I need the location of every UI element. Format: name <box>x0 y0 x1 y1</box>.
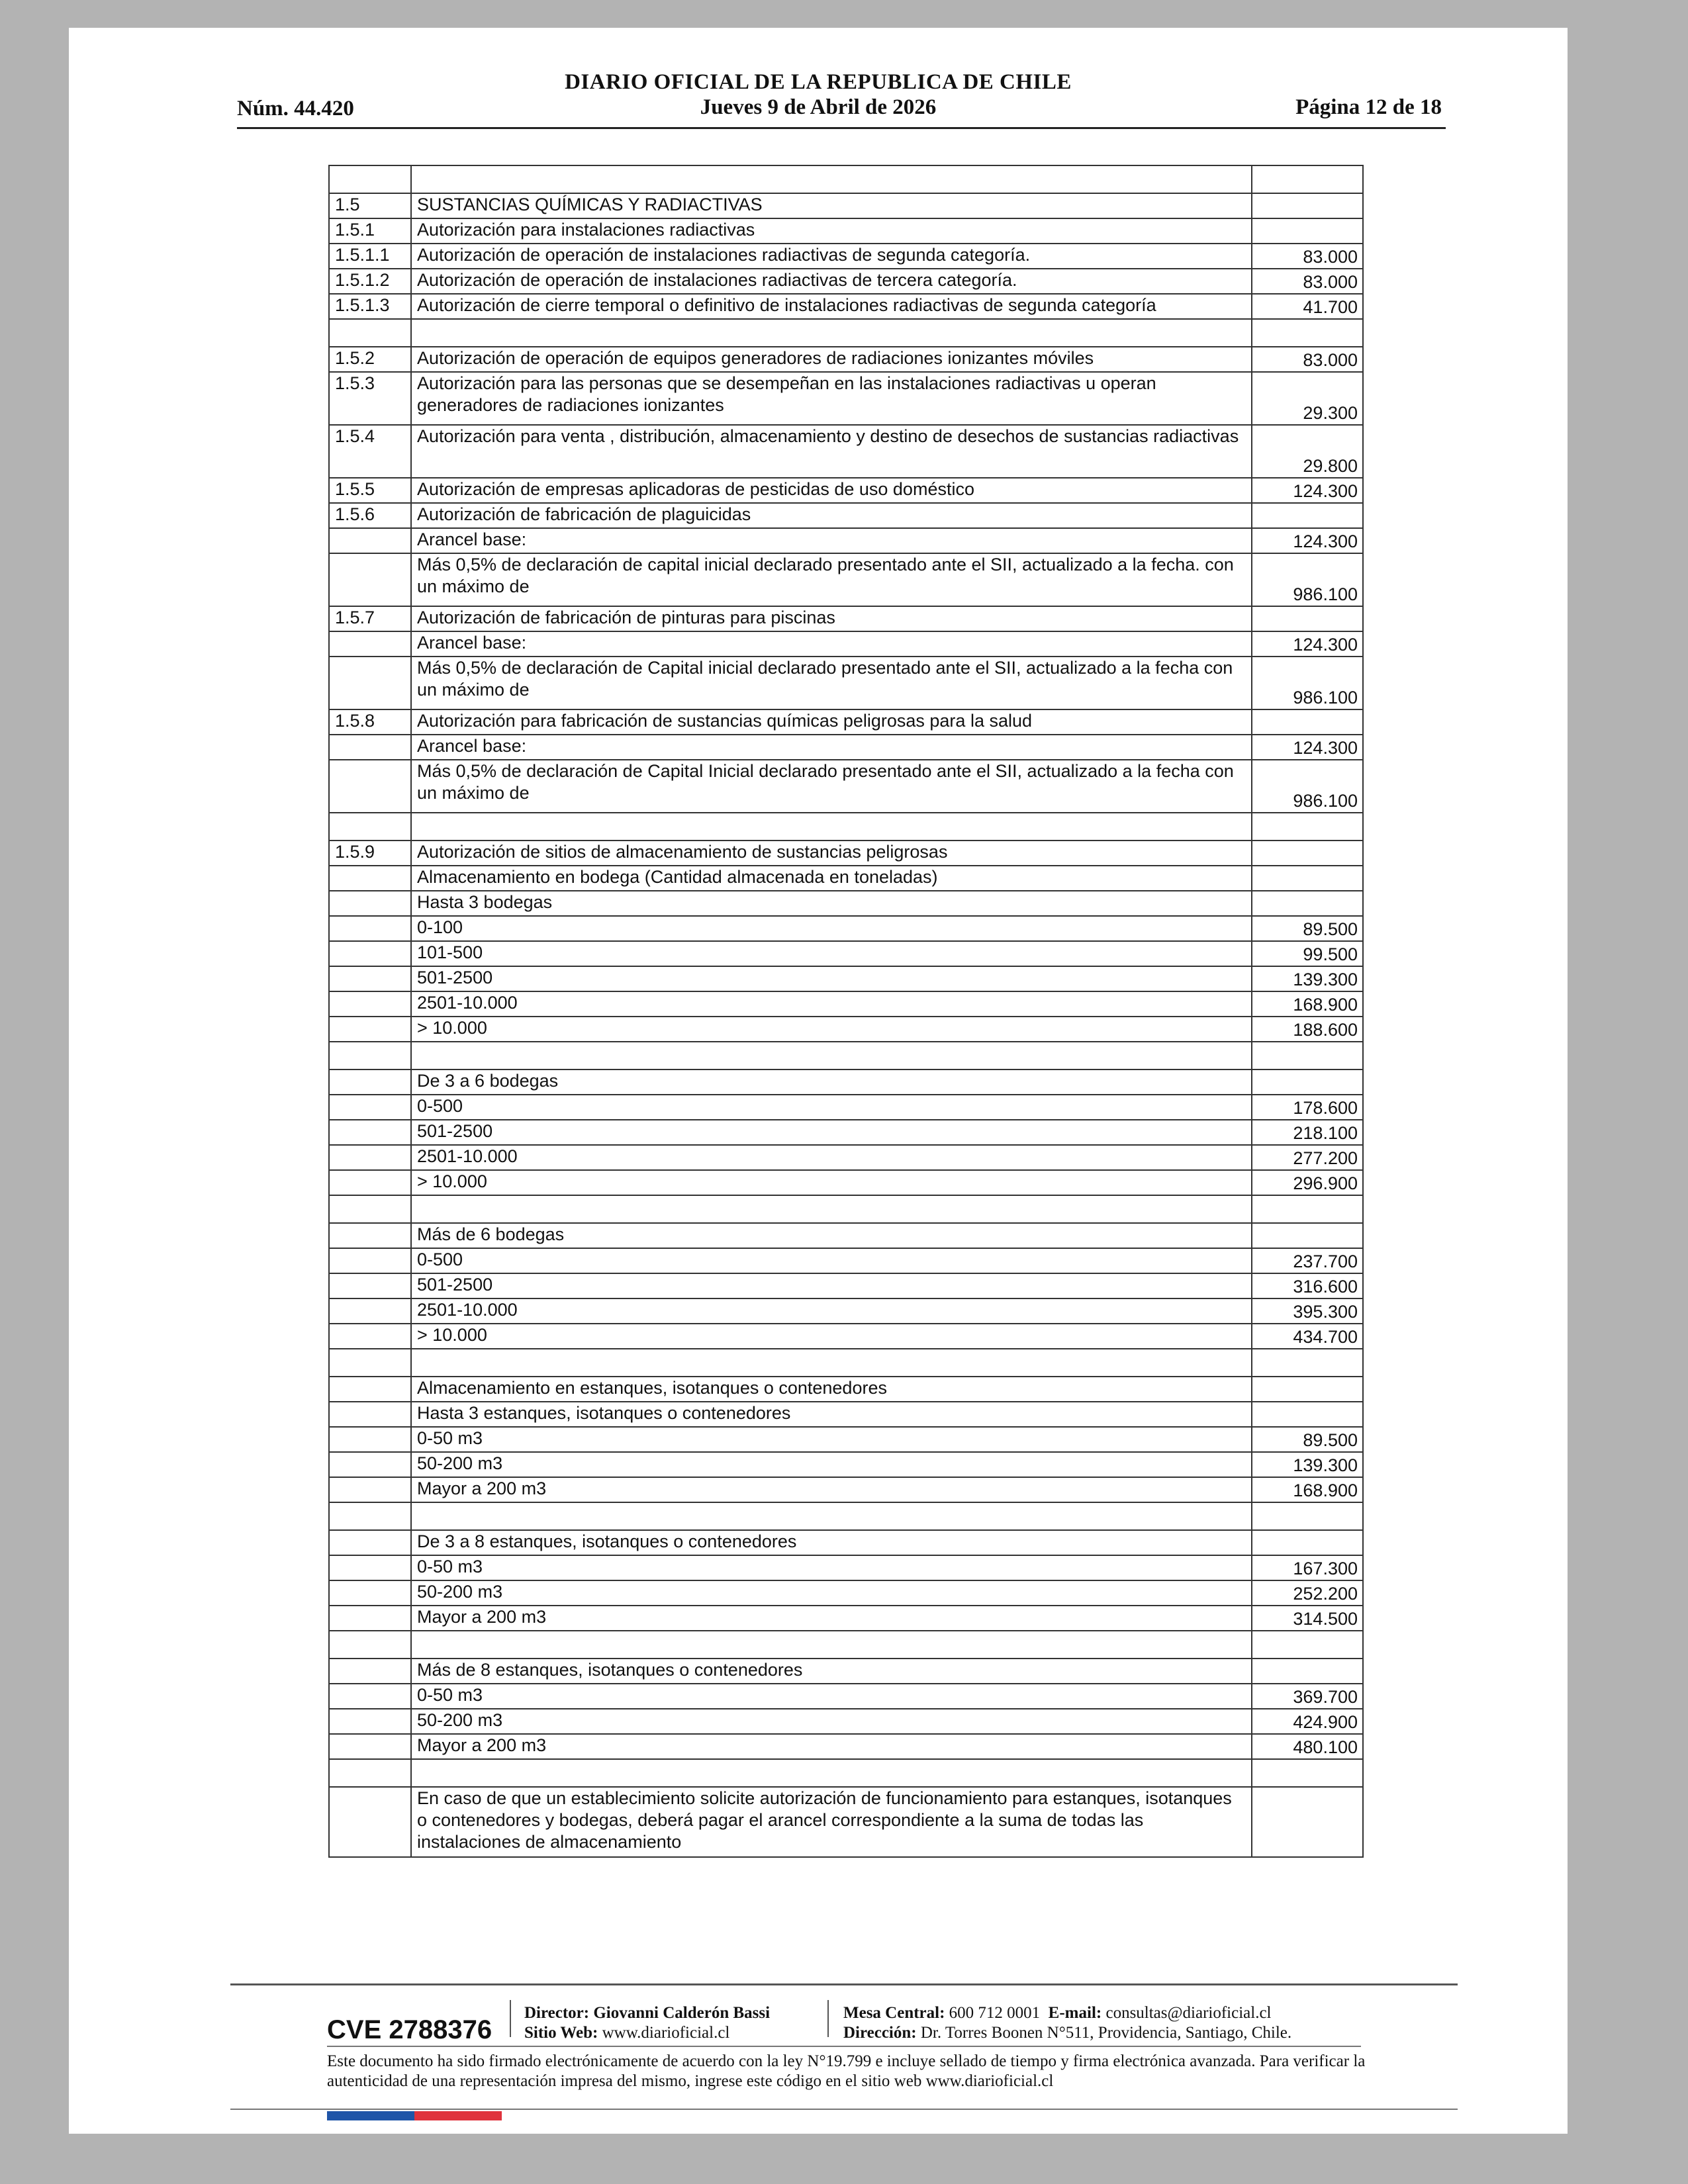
table-row <box>329 1402 1363 1427</box>
table-row <box>329 269 1363 294</box>
mesa-label: Mesa Central: <box>843 2004 945 2022</box>
row-amount: 218.100 <box>1252 1120 1363 1145</box>
row-code <box>329 1377 411 1402</box>
table-row <box>329 1069 1363 1095</box>
row-code <box>329 1709 411 1734</box>
table-row <box>329 1017 1363 1042</box>
row-code <box>329 916 411 941</box>
row-amount <box>1252 1349 1363 1377</box>
row-amount: 424.900 <box>1252 1709 1363 1734</box>
row-amount <box>1252 1759 1363 1787</box>
row-code <box>329 1427 411 1452</box>
row-description <box>411 1042 1252 1069</box>
row-amount: 296.900 <box>1252 1170 1363 1195</box>
email-link[interactable]: consultas@diarioficial.cl <box>1105 2004 1272 2022</box>
row-code: 1.5.2 <box>329 347 411 372</box>
table-row <box>329 1145 1363 1170</box>
table-row <box>329 1042 1363 1069</box>
row-code <box>329 1659 411 1684</box>
row-description: 0-500 <box>411 1248 1252 1273</box>
table-row <box>329 606 1363 631</box>
row-amount <box>1252 813 1363 841</box>
table-row <box>329 478 1363 503</box>
director-name: Giovanni Calderón Bassi <box>593 2004 771 2022</box>
row-description: Autorización para venta , distribución, almacenamiento y destino de desechos de sustancias radiactivas <box>411 425 1252 478</box>
row-amount: 41.700 <box>1252 294 1363 319</box>
row-code <box>329 1145 411 1170</box>
row-code <box>329 553 411 606</box>
row-amount: 139.300 <box>1252 1452 1363 1477</box>
row-description: 0-500 <box>411 1095 1252 1120</box>
signature-note: Este documento ha sido firmado electrónicamente de acuerdo con la ley N°19.799 e incluye sellado de tiempo y firma electrónica avanzada. Para verificar la autenticidad de una representación impresa del mismo, ingrese este código en el sitio web www.diarioficial.cl <box>327 2052 1366 2090</box>
row-amount <box>1252 1502 1363 1530</box>
row-description: Autorización de operación de equipos generadores de radiaciones ionizantes móviles <box>411 347 1252 372</box>
table-row <box>329 244 1363 269</box>
row-code <box>329 528 411 553</box>
row-description: 50-200 m3 <box>411 1580 1252 1606</box>
footer-divider-top <box>230 1983 1458 1985</box>
row-description: Más de 6 bodegas <box>411 1223 1252 1248</box>
table-row <box>329 631 1363 657</box>
flag-stripe-red <box>414 2111 502 2120</box>
table-row <box>329 966 1363 991</box>
row-amount: 83.000 <box>1252 269 1363 294</box>
row-description: 101-500 <box>411 941 1252 966</box>
tariff-table <box>328 165 1364 1858</box>
row-description <box>411 319 1252 347</box>
table-row <box>329 1659 1363 1684</box>
row-amount <box>1252 1659 1363 1684</box>
row-amount <box>1252 165 1363 193</box>
table-row <box>329 165 1363 193</box>
table-row <box>329 425 1363 478</box>
row-amount <box>1252 193 1363 218</box>
row-code: 1.5.5 <box>329 478 411 503</box>
row-description: > 10.000 <box>411 1324 1252 1349</box>
row-code <box>329 941 411 966</box>
row-description: 501-2500 <box>411 966 1252 991</box>
row-code: 1.5.1 <box>329 218 411 244</box>
table-row <box>329 1530 1363 1555</box>
row-description <box>411 813 1252 841</box>
table-row <box>329 1452 1363 1477</box>
director-block <box>524 2003 770 2043</box>
table-row <box>329 1195 1363 1223</box>
row-amount <box>1252 503 1363 528</box>
row-amount <box>1252 1402 1363 1427</box>
row-code: 1.5.1.2 <box>329 269 411 294</box>
table-row <box>329 1298 1363 1324</box>
director-label: Director: <box>524 2004 590 2022</box>
row-description <box>411 1195 1252 1223</box>
table-row <box>329 941 1363 966</box>
row-amount: 124.300 <box>1252 528 1363 553</box>
table-row <box>329 735 1363 760</box>
table-row <box>329 372 1363 425</box>
table-row <box>329 1477 1363 1502</box>
row-description: Hasta 3 bodegas <box>411 891 1252 916</box>
table-row <box>329 553 1363 606</box>
table-row <box>329 916 1363 941</box>
table-row <box>329 528 1363 553</box>
table-row <box>329 760 1363 813</box>
row-amount <box>1252 841 1363 866</box>
issue-number: Núm. 44.420 <box>237 97 354 120</box>
row-description: Autorización de operación de instalaciones radiactivas de tercera categoría. <box>411 269 1252 294</box>
row-code <box>329 866 411 891</box>
row-description <box>411 1349 1252 1377</box>
row-amount: 99.500 <box>1252 941 1363 966</box>
issue-date: Jueves 9 de Abril de 2026 <box>700 95 937 119</box>
footer-separator <box>510 2000 511 2037</box>
row-amount: 89.500 <box>1252 1427 1363 1452</box>
row-description: Autorización de empresas aplicadoras de pesticidas de uso doméstico <box>411 478 1252 503</box>
table-row <box>329 294 1363 319</box>
row-description <box>411 1631 1252 1659</box>
row-amount <box>1252 1223 1363 1248</box>
row-code: 1.5.7 <box>329 606 411 631</box>
row-code <box>329 1759 411 1787</box>
row-amount: 237.700 <box>1252 1248 1363 1273</box>
row-code: 1.5.1.3 <box>329 294 411 319</box>
row-description: Mayor a 200 m3 <box>411 1477 1252 1502</box>
cve-code: CVE 2788376 <box>327 2015 492 2044</box>
table-row <box>329 1324 1363 1349</box>
table-row <box>329 841 1363 866</box>
row-amount: 369.700 <box>1252 1684 1363 1709</box>
row-code <box>329 1402 411 1427</box>
row-amount: 252.200 <box>1252 1580 1363 1606</box>
row-code <box>329 165 411 193</box>
row-code <box>329 1631 411 1659</box>
row-code <box>329 1349 411 1377</box>
table-row <box>329 1427 1363 1452</box>
table-row <box>329 1349 1363 1377</box>
row-code: 1.5.4 <box>329 425 411 478</box>
row-description <box>411 1759 1252 1787</box>
table-row <box>329 657 1363 709</box>
row-code <box>329 1195 411 1223</box>
row-description: Más de 8 estanques, isotanques o contenedores <box>411 1659 1252 1684</box>
row-description: Autorización de fabricación de plaguicidas <box>411 503 1252 528</box>
table-row <box>329 319 1363 347</box>
row-code <box>329 1273 411 1298</box>
row-description: Autorización de operación de instalaciones radiactivas de segunda categoría. <box>411 244 1252 269</box>
row-description: Más 0,5% de declaración de capital inicial declarado presentado ante el SII, actualizado a la fecha. con un máximo de <box>411 553 1252 606</box>
row-code <box>329 1324 411 1349</box>
row-code: 1.5 <box>329 193 411 218</box>
row-description: 2501-10.000 <box>411 991 1252 1017</box>
row-description <box>411 165 1252 193</box>
row-description: 2501-10.000 <box>411 1298 1252 1324</box>
row-code <box>329 1069 411 1095</box>
table-row <box>329 1273 1363 1298</box>
row-description: Arancel base: <box>411 631 1252 657</box>
row-amount <box>1252 1377 1363 1402</box>
row-code <box>329 1477 411 1502</box>
row-code <box>329 1787 411 1857</box>
row-amount: 83.000 <box>1252 347 1363 372</box>
footer-divider-middle <box>327 2046 1361 2047</box>
row-amount: 124.300 <box>1252 631 1363 657</box>
table-row <box>329 1095 1363 1120</box>
table-row <box>329 891 1363 916</box>
row-amount <box>1252 891 1363 916</box>
row-code <box>329 891 411 916</box>
table-row <box>329 813 1363 841</box>
row-code <box>329 1248 411 1273</box>
row-amount: 986.100 <box>1252 553 1363 606</box>
row-code <box>329 1120 411 1145</box>
row-amount: 188.600 <box>1252 1017 1363 1042</box>
footer-separator <box>827 2000 829 2037</box>
row-description <box>411 1502 1252 1530</box>
row-description: 501-2500 <box>411 1120 1252 1145</box>
row-amount: 434.700 <box>1252 1324 1363 1349</box>
row-description: Arancel base: <box>411 735 1252 760</box>
table-row <box>329 1709 1363 1734</box>
web-link[interactable]: www.diarioficial.cl <box>602 2024 730 2042</box>
row-code <box>329 1095 411 1120</box>
row-amount: 29.800 <box>1252 425 1363 478</box>
web-label: Sitio Web: <box>524 2024 598 2042</box>
table-row <box>329 1734 1363 1759</box>
row-description: Más 0,5% de declaración de Capital inicial declarado presentado ante el SII, actualizado a la fecha con un máximo de <box>411 657 1252 709</box>
row-code <box>329 1017 411 1042</box>
table-row <box>329 1759 1363 1787</box>
row-amount: 178.600 <box>1252 1095 1363 1120</box>
row-description: 0-50 m3 <box>411 1427 1252 1452</box>
row-code <box>329 1734 411 1759</box>
table-row <box>329 1502 1363 1530</box>
table-row <box>329 1631 1363 1659</box>
row-amount <box>1252 606 1363 631</box>
row-code: 1.5.8 <box>329 709 411 735</box>
row-amount: 395.300 <box>1252 1298 1363 1324</box>
row-description: 50-200 m3 <box>411 1452 1252 1477</box>
row-code: 1.5.6 <box>329 503 411 528</box>
table-row <box>329 1223 1363 1248</box>
row-description: Autorización de fabricación de pinturas para piscinas <box>411 606 1252 631</box>
table-row <box>329 1606 1363 1631</box>
row-code <box>329 760 411 813</box>
row-description: Más 0,5% de declaración de Capital Inicial declarado presentado ante el SII, actualizado a la fecha con un máximo de <box>411 760 1252 813</box>
row-code <box>329 1530 411 1555</box>
row-description: Autorización de cierre temporal o definitivo de instalaciones radiactivas de segunda categoría <box>411 294 1252 319</box>
row-amount <box>1252 1631 1363 1659</box>
table-row <box>329 347 1363 372</box>
row-description: 0-100 <box>411 916 1252 941</box>
row-amount: 168.900 <box>1252 991 1363 1017</box>
row-description: Autorización para las personas que se desempeñan en las instalaciones radiactivas u operan generadores de radiaciones ionizantes <box>411 372 1252 425</box>
row-amount: 986.100 <box>1252 657 1363 709</box>
row-description: 0-50 m3 <box>411 1684 1252 1709</box>
row-code <box>329 1452 411 1477</box>
email-label: E-mail: <box>1048 2004 1102 2022</box>
footer-divider-bottom <box>230 2109 1458 2110</box>
row-description: De 3 a 8 estanques, isotanques o contenedores <box>411 1530 1252 1555</box>
row-amount <box>1252 1195 1363 1223</box>
table-row <box>329 1580 1363 1606</box>
row-code <box>329 813 411 841</box>
row-description: Almacenamiento en bodega (Cantidad almacenada en toneladas) <box>411 866 1252 891</box>
table-row <box>329 709 1363 735</box>
row-amount: 167.300 <box>1252 1555 1363 1580</box>
row-amount <box>1252 709 1363 735</box>
row-description: 50-200 m3 <box>411 1709 1252 1734</box>
row-description: Autorización para fabricación de sustancias químicas peligrosas para la salud <box>411 709 1252 735</box>
row-code <box>329 991 411 1017</box>
row-code: 1.5.1.1 <box>329 244 411 269</box>
row-amount: 124.300 <box>1252 735 1363 760</box>
table-row <box>329 1555 1363 1580</box>
table-row <box>329 991 1363 1017</box>
row-code <box>329 1684 411 1709</box>
row-amount: 314.500 <box>1252 1606 1363 1631</box>
row-code <box>329 319 411 347</box>
mesa-phone: 600 712 0001 <box>949 2004 1041 2022</box>
row-amount: 139.300 <box>1252 966 1363 991</box>
table-row <box>329 1248 1363 1273</box>
row-amount: 480.100 <box>1252 1734 1363 1759</box>
row-description: 2501-10.000 <box>411 1145 1252 1170</box>
row-description: De 3 a 6 bodegas <box>411 1069 1252 1095</box>
row-code <box>329 1580 411 1606</box>
row-code: 1.5.3 <box>329 372 411 425</box>
row-description: > 10.000 <box>411 1017 1252 1042</box>
table-row <box>329 503 1363 528</box>
row-code <box>329 1298 411 1324</box>
row-amount: 168.900 <box>1252 1477 1363 1502</box>
row-code: 1.5.9 <box>329 841 411 866</box>
table-row <box>329 218 1363 244</box>
table-row <box>329 1684 1363 1709</box>
table-row <box>329 1170 1363 1195</box>
row-description: Mayor a 200 m3 <box>411 1734 1252 1759</box>
row-code <box>329 1042 411 1069</box>
row-code <box>329 1502 411 1530</box>
row-description: 0-50 m3 <box>411 1555 1252 1580</box>
row-description: En caso de que un establecimiento solicite autorización de funcionamiento para estanques, isotanques o contenedores y bodegas, deberá pagar el arancel correspondiente a la suma de todas las instalaciones de almacenamiento <box>411 1787 1252 1857</box>
row-amount: 986.100 <box>1252 760 1363 813</box>
page-number: Página 12 de 18 <box>1295 95 1442 119</box>
row-amount <box>1252 218 1363 244</box>
table-row <box>329 1120 1363 1145</box>
row-amount <box>1252 866 1363 891</box>
row-code <box>329 966 411 991</box>
row-description: Mayor a 200 m3 <box>411 1606 1252 1631</box>
row-description: Autorización para instalaciones radiactivas <box>411 218 1252 244</box>
row-code <box>329 1170 411 1195</box>
row-code <box>329 1555 411 1580</box>
row-amount <box>1252 1042 1363 1069</box>
header-divider <box>237 127 1446 129</box>
row-amount <box>1252 1787 1363 1857</box>
row-amount: 124.300 <box>1252 478 1363 503</box>
row-description: Hasta 3 estanques, isotanques o contenedores <box>411 1402 1252 1427</box>
row-amount: 89.500 <box>1252 916 1363 941</box>
row-amount: 83.000 <box>1252 244 1363 269</box>
contact-block <box>843 2003 1291 2043</box>
table-row <box>329 866 1363 891</box>
row-code <box>329 657 411 709</box>
flag-stripe-blue <box>327 2111 414 2120</box>
table-row <box>329 193 1363 218</box>
row-description: > 10.000 <box>411 1170 1252 1195</box>
row-code <box>329 1223 411 1248</box>
row-description: Arancel base: <box>411 528 1252 553</box>
row-code <box>329 1606 411 1631</box>
row-amount: 29.300 <box>1252 372 1363 425</box>
newspaper-title: DIARIO OFICIAL DE LA REPUBLICA DE CHILE <box>565 70 1072 94</box>
row-description: Autorización de sitios de almacenamiento de sustancias peligrosas <box>411 841 1252 866</box>
row-amount <box>1252 1530 1363 1555</box>
address-label: Dirección: <box>843 2024 917 2042</box>
table-row <box>329 1787 1363 1857</box>
row-amount <box>1252 319 1363 347</box>
document-page <box>69 28 1568 2134</box>
row-code <box>329 631 411 657</box>
table-row <box>329 1377 1363 1402</box>
row-amount: 316.600 <box>1252 1273 1363 1298</box>
row-description: SUSTANCIAS QUÍMICAS Y RADIACTIVAS <box>411 193 1252 218</box>
row-description: Almacenamiento en estanques, isotanques o contenedores <box>411 1377 1252 1402</box>
address-text: Dr. Torres Boonen N°511, Providencia, Santiago, Chile. <box>920 2024 1292 2042</box>
tariff-table-body <box>329 165 1363 1857</box>
row-amount: 277.200 <box>1252 1145 1363 1170</box>
row-code <box>329 735 411 760</box>
row-amount <box>1252 1069 1363 1095</box>
row-description: 501-2500 <box>411 1273 1252 1298</box>
